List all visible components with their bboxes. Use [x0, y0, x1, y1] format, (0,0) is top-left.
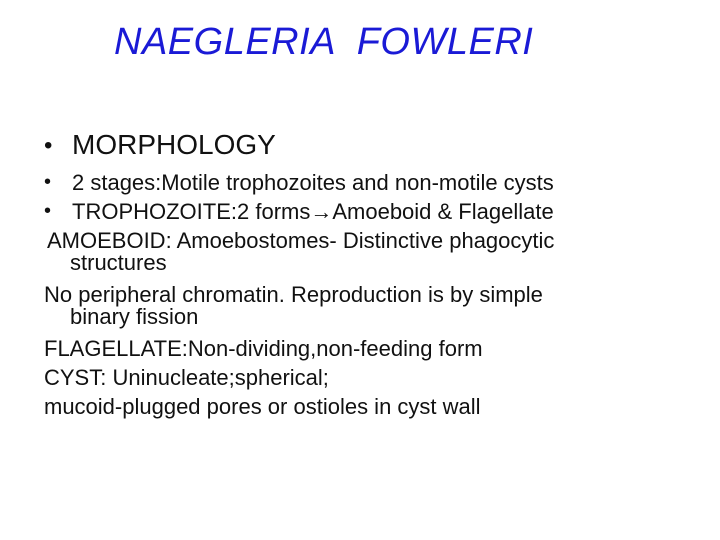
slide-body — [44, 126, 704, 421]
amoeboid-line: AMOEBOID: Amoebostomes- Distinctive phagocytic — [47, 228, 555, 253]
bullet-stages — [44, 168, 704, 197]
slide-title: NAEGLERIA FOWLERI — [114, 21, 534, 63]
flagellate-line: FLAGELLATE:Non-dividing,non-feeding form — [44, 336, 483, 361]
amoeboid-continuation: structures — [70, 250, 167, 275]
bullet-icon: • — [44, 132, 53, 159]
pores-line: mucoid-plugged pores or ostioles in cyst wall — [44, 394, 481, 419]
chromatin-line: No peripheral chromatin. Reproduction is by simple — [44, 282, 543, 307]
heading-bullet-text: MORPHOLOGY — [72, 129, 276, 160]
bullet-stages-text: 2 stages:Motile trophozoites and non-motile cysts — [72, 170, 554, 195]
bullet-icon: • — [44, 200, 52, 222]
bullet-trophozoite — [44, 197, 704, 226]
bullet-trophozoite-text: TROPHOZOITE:2 forms→Amoeboid & Flagellate — [72, 199, 554, 224]
bullet-icon: • — [44, 171, 52, 193]
cyst-line: CYST: Uninucleate;spherical; — [44, 365, 329, 390]
chromatin-continuation: binary fission — [70, 304, 199, 329]
heading-bullet — [44, 126, 704, 164]
